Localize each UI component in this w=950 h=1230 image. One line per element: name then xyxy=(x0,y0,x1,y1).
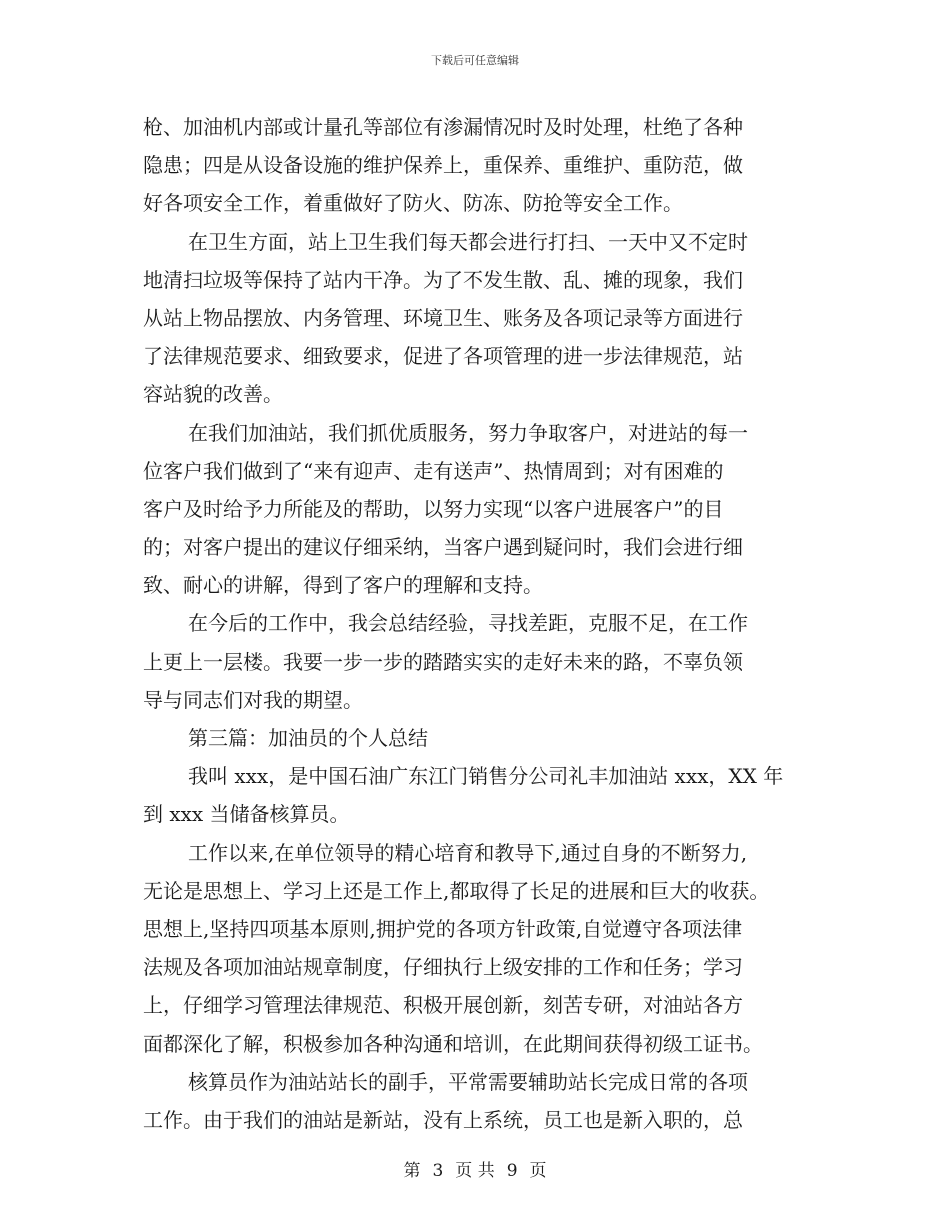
paragraph-start: 我叫 xxx，是中国石油广东江门销售分公司礼丰加油站 xxx，XX 年 xyxy=(188,764,784,789)
text-line: 的；对客户提出的建议仔细采纳，当客户遇到疑问时，我们会进行细 xyxy=(143,535,743,560)
page-header: 下载后可任意编辑 xyxy=(431,54,519,67)
footer-prefix: 第 xyxy=(403,1161,421,1181)
text-line: 面都深化了解，积极参加各种沟通和培训，在此期间获得初级工证书。 xyxy=(143,1031,763,1056)
page-footer xyxy=(0,1156,950,1181)
paragraph-start: 在今后的工作中，我会总结经验，寻找差距，克服不足，在工作 xyxy=(188,611,748,636)
text-line: 无论是思想上、学习上还是工作上,都取得了长足的进展和巨大的收获。 xyxy=(143,878,770,903)
text-line: 位客户我们做到了“来有迎声、走有送声”、热情周到；对有困难的 xyxy=(143,458,724,483)
paragraph-start: 工作以来,在单位领导的精心培育和教导下,通过自身的不断努力, xyxy=(188,840,748,865)
paragraph-start: 在我们加油站，我们抓优质服务，努力争取客户，对进站的每一 xyxy=(188,420,748,445)
text-line: 法规及各项加油站规章制度，仔细执行上级安排的工作和任务；学习 xyxy=(143,955,743,980)
section-heading: 第三篇：加油员的个人总结 xyxy=(188,726,428,750)
footer-suffix: 页 xyxy=(529,1161,547,1181)
text-line: 客户及时给予力所能及的帮助，以努力实现“以客户进展客户”的目 xyxy=(143,496,724,521)
paragraph-start: 核算员作为油站站长的副手，平常需要辅助站长完成日常的各项 xyxy=(188,1069,748,1094)
text-line: 从站上物品摆放、内务管理、环境卫生、账务及各项记录等方面进行 xyxy=(143,305,743,330)
paragraph-start: 在卫生方面，站上卫生我们每天都会进行打扫、一天中又不定时 xyxy=(188,229,748,254)
text-line: 上，仔细学习管理法律规范、积极开展创新，刻苦专研，对油站各方 xyxy=(143,993,743,1018)
text-line: 隐患；四是从设备设施的维护保养上，重保养、重维护、重防范，做 xyxy=(143,153,743,178)
text-line: 导与同志们对我的期望。 xyxy=(143,687,363,712)
page-total: 9 xyxy=(506,1161,518,1181)
text-line: 致、耐心的讲解，得到了客户的理解和支持。 xyxy=(143,573,543,598)
text-line: 到 xxx 当储备核算员。 xyxy=(143,802,350,827)
page-number: 3 xyxy=(432,1161,444,1181)
text-line: 枪、加油机内部或计量孔等部位有渗漏情况时及时处理，杜绝了各种 xyxy=(143,115,743,139)
text-line: 了法律规范要求、细致要求，促进了各项管理的进一步法律规范，站 xyxy=(143,344,743,369)
text-line: 工作。由于我们的油站是新站，没有上系统，员工也是新入职的，总 xyxy=(143,1107,743,1132)
text-line: 地清扫垃圾等保持了站内干净。为了不发生散、乱、摊的现象，我们 xyxy=(143,267,743,292)
footer-middle: 页 共 xyxy=(455,1161,495,1181)
text-line: 上更上一层楼。我要一步一步的踏踏实实的走好未来的路，不辜负领 xyxy=(143,649,743,674)
text-line: 好各项安全工作，着重做好了防火、防冻、防抢等安全工作。 xyxy=(143,191,683,216)
text-line: 容站貌的改善。 xyxy=(143,382,283,407)
text-line: 思想上,坚持四项基本原则,拥护党的各项方针政策,自觉遵守各项法律 xyxy=(143,916,743,941)
document-body xyxy=(143,108,808,1139)
